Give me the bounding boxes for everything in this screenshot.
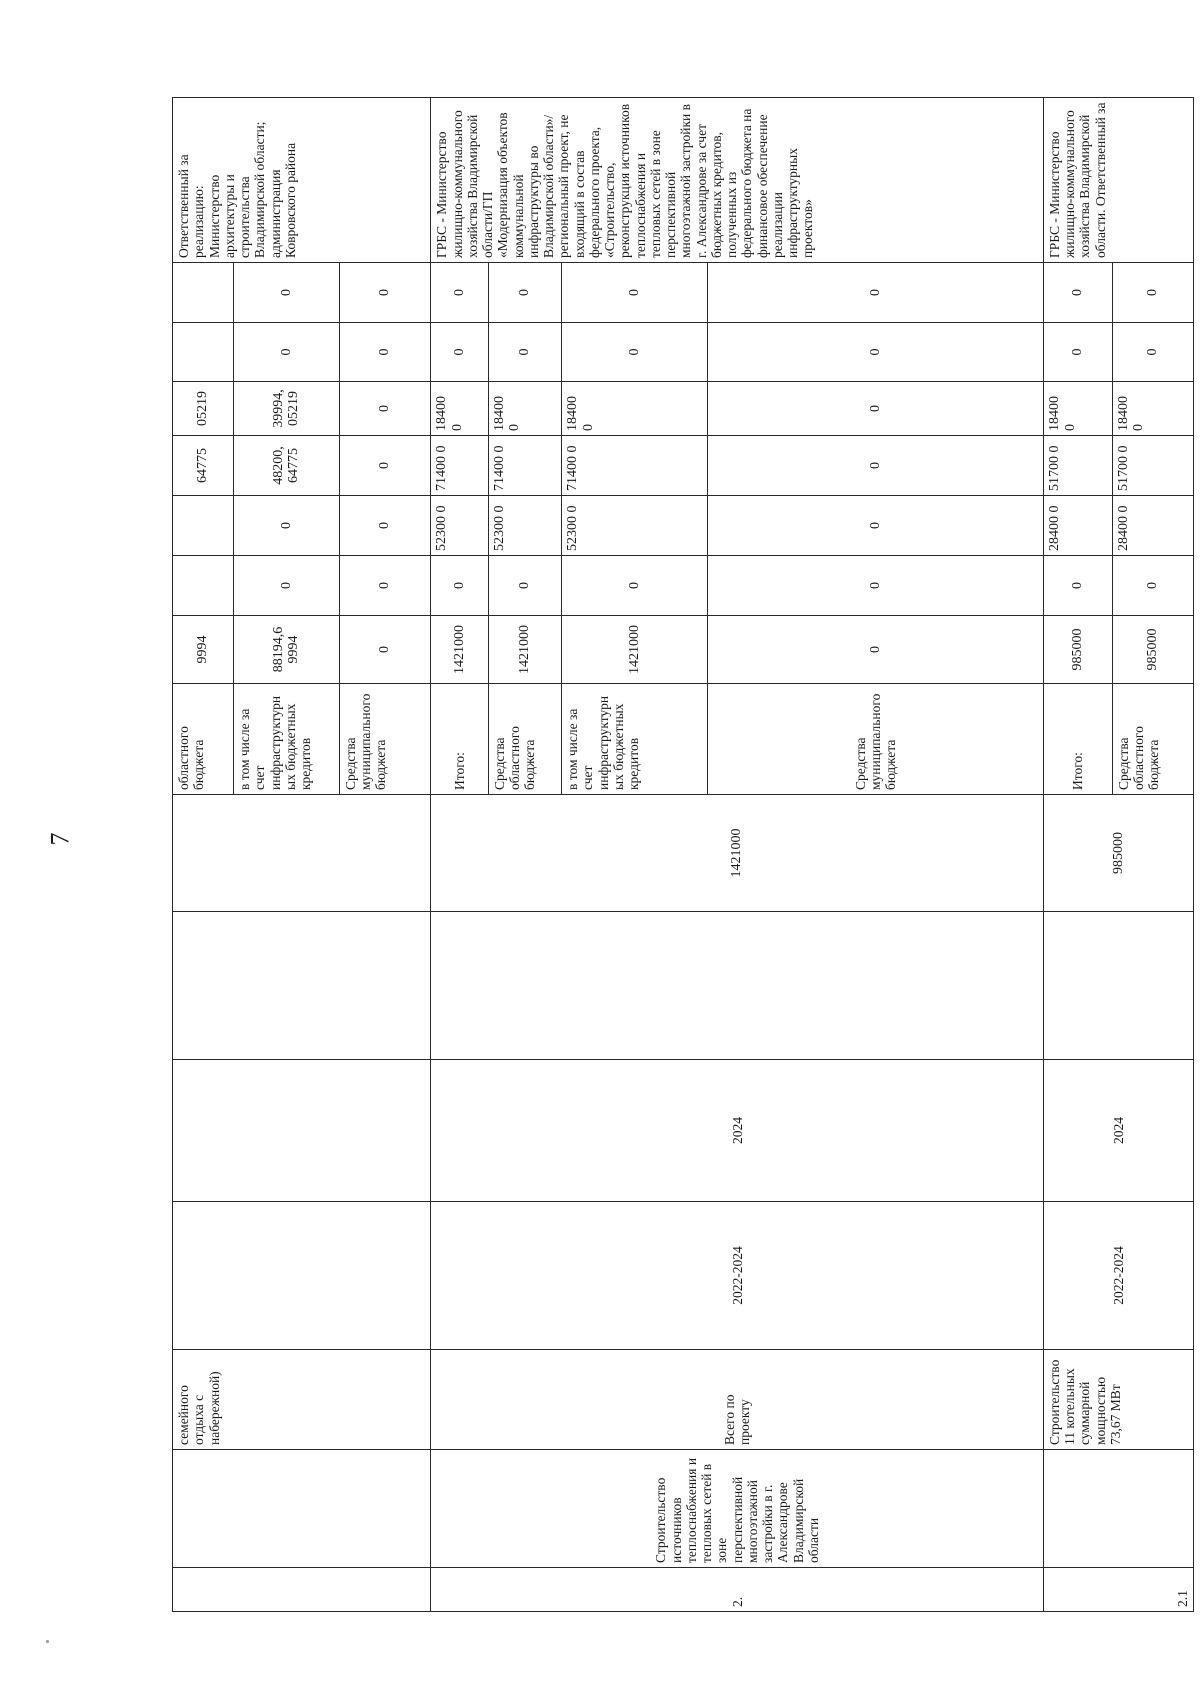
cell-value: 0 xyxy=(708,263,1044,323)
cell-value: 64775 xyxy=(173,436,234,496)
cell-period: 2022-2024 xyxy=(1043,1202,1193,1350)
cell-value: 0 xyxy=(708,616,1044,684)
cell-value: 0 xyxy=(708,436,1044,496)
cell-name xyxy=(173,1450,431,1568)
cell-value: 0 xyxy=(339,382,431,436)
cell-value: 0 xyxy=(1112,556,1193,616)
cell-value: 71400 0 xyxy=(488,436,562,496)
cell-value: 985000 xyxy=(1112,616,1193,684)
cell-value: 88194,6 9994 xyxy=(234,616,340,684)
financing-table xyxy=(172,97,1194,1612)
cell-value: 0 xyxy=(431,556,488,616)
cell-value: 0 xyxy=(708,496,1044,556)
cell-source: Средства муниципального бюджета xyxy=(708,684,1044,795)
cell-value: 0 xyxy=(339,496,431,556)
cell-blank xyxy=(431,912,1044,1060)
cell-blank xyxy=(173,912,431,1060)
cell-value: 51700 0 xyxy=(1112,436,1193,496)
cell-source: Итого: xyxy=(1043,684,1112,795)
cell-value: 0 xyxy=(1112,323,1193,382)
cell-value: 28400 0 xyxy=(1043,496,1112,556)
cell-value: 52300 0 xyxy=(431,496,488,556)
cell-value: 0 xyxy=(562,323,708,382)
table-row xyxy=(173,98,234,1612)
cell-value: 18400 0 xyxy=(488,382,562,436)
cell-value: 51700 0 xyxy=(1043,436,1112,496)
cell-responsible: ГРБС - Министерство жилищно-коммунального хозяйства Владимирской области/ГП «Модернизация объектов коммунальной инфраструктуры во Владимирской области»/региональный проект, не входящий в состав федерального проекта, «Строительство, реконструкция источников теплоснабжения и тепловых сетей в зоне перспективной многоэтажной застройки в г. Александрове за счет бюджетных кредитов, полученных из федерального бюджета на финансовое обеспечение реализации инфраструктурных проектов» xyxy=(431,98,1044,263)
cell-num: 2. xyxy=(431,1568,1044,1612)
cell-year: 2024 xyxy=(1043,1060,1193,1202)
cell-source: Итого: xyxy=(431,684,488,795)
table-row xyxy=(431,98,488,1612)
cell-value: 0 xyxy=(1112,263,1193,323)
rotated-table-wrapper xyxy=(172,98,1194,1612)
cell-value: 18400 0 xyxy=(562,382,708,436)
cell-value: 0 xyxy=(488,263,562,323)
cell-object: семейного отдыха с набережной) xyxy=(173,1350,431,1450)
cell-period: 2022-2024 xyxy=(431,1202,1044,1350)
cell-value: 28400 0 xyxy=(1112,496,1193,556)
cell-value: 52300 0 xyxy=(488,496,562,556)
cell-blank xyxy=(1043,912,1193,1060)
cell-total: 1421000 xyxy=(431,795,1044,912)
table-row xyxy=(1043,98,1112,1612)
cell-num xyxy=(173,1568,431,1612)
cell-value: 0 xyxy=(488,323,562,382)
cell-period xyxy=(173,1202,431,1350)
cell-value: 18400 0 xyxy=(1112,382,1193,436)
cell-value: 52300 0 xyxy=(562,496,708,556)
cell-value: 0 xyxy=(1043,263,1112,323)
cell-value: 0 xyxy=(708,556,1044,616)
cell-value: 0 xyxy=(234,556,340,616)
cell-value: 39994, 05219 xyxy=(234,382,340,436)
cell-year: 2024 xyxy=(431,1060,1044,1202)
cell-value: 0 xyxy=(339,616,431,684)
cell-value xyxy=(173,556,234,616)
cell-value: 0 xyxy=(708,323,1044,382)
cell-value: 1421000 xyxy=(562,616,708,684)
cell-value: 0 xyxy=(562,263,708,323)
cell-value: 0 xyxy=(1043,556,1112,616)
cell-year xyxy=(173,1060,431,1202)
cell-value: 0 xyxy=(339,323,431,382)
cell-value: 0 xyxy=(339,263,431,323)
cell-value: 0 xyxy=(234,263,340,323)
cell-value: 0 xyxy=(431,323,488,382)
cell-value: 48200, 64775 xyxy=(234,436,340,496)
cell-source: в том числе за счет инфраструктурных бюджетных кредитов xyxy=(234,684,340,795)
cell-value: 0 xyxy=(431,263,488,323)
cell-value: 0 xyxy=(562,556,708,616)
cell-value: 71400 0 xyxy=(562,436,708,496)
cell-source: Средства муниципального бюджета xyxy=(339,684,431,795)
cell-value: 1421000 xyxy=(431,616,488,684)
cell-responsible: ГРБС - Министерство жилищно-коммунального хозяйства Владимирской области. Ответственный за xyxy=(1043,98,1193,263)
cell-name: Строительство источников теплоснабжения и тепловых сетей в зоне перспективной многоэтажной застройки в г. Александрове Владимирской области xyxy=(431,1450,1044,1568)
cell-value: 0 xyxy=(488,556,562,616)
cell-responsible: Ответственный за реализацию: Министерство архитектуры и строительства Владимирской области; администрация Ковровского района xyxy=(173,98,431,263)
cell-value: 985000 xyxy=(1043,616,1112,684)
cell-value xyxy=(173,323,234,382)
cell-value: 0 xyxy=(339,436,431,496)
cell-value: 0 xyxy=(708,382,1044,436)
cell-source: Средства областного бюджета xyxy=(488,684,562,795)
page-number: 7 xyxy=(45,832,75,846)
cell-value: 18400 0 xyxy=(1043,382,1112,436)
cell-object: Всего по проекту xyxy=(431,1350,1044,1450)
cell-value: 1421000 xyxy=(488,616,562,684)
cell-object: Строительство 11 котельных суммарной мощностью 73,67 МВт xyxy=(1043,1350,1193,1450)
cell-value xyxy=(173,263,234,323)
cell-value: 9994 xyxy=(173,616,234,684)
cell-value: 0 xyxy=(1043,323,1112,382)
cell-source: Средства областного бюджета xyxy=(1112,684,1193,795)
cell-total xyxy=(173,795,431,912)
cell-value: 71400 0 xyxy=(431,436,488,496)
cell-source: в том числе за счет инфраструктурных бюджетных кредитов xyxy=(562,684,708,795)
scan-speck xyxy=(46,1640,49,1643)
cell-value: 0 xyxy=(234,496,340,556)
cell-value: 05219 xyxy=(173,382,234,436)
cell-value: 18400 0 xyxy=(431,382,488,436)
cell-num: 2.1 xyxy=(1043,1568,1193,1612)
cell-value: 0 xyxy=(234,323,340,382)
cell-value xyxy=(173,496,234,556)
cell-source: областного бюджета xyxy=(173,684,234,795)
cell-name xyxy=(1043,1450,1193,1568)
cell-total: 985000 xyxy=(1043,795,1193,912)
cell-value: 0 xyxy=(339,556,431,616)
